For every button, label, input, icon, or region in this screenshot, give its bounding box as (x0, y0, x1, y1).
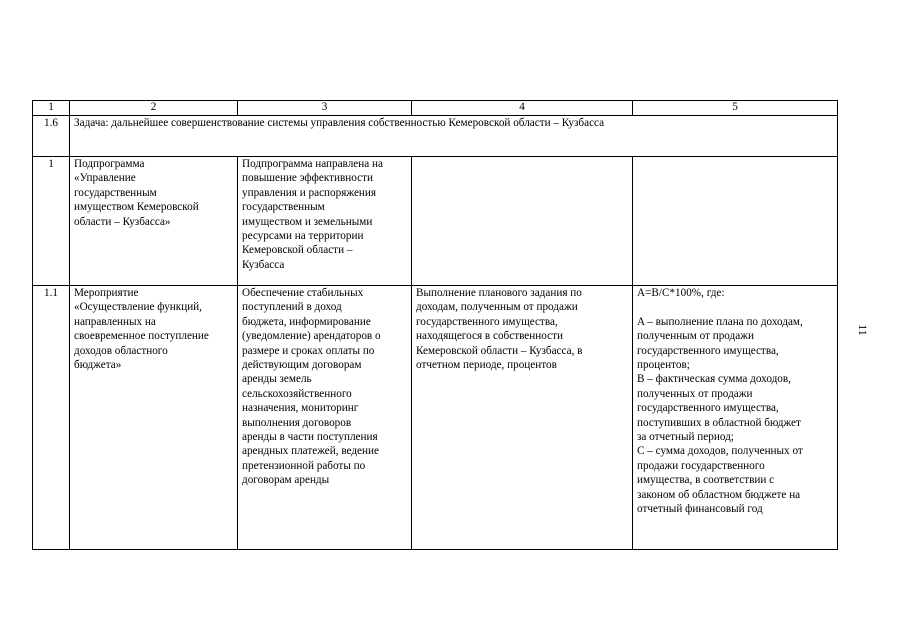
program-table (32, 100, 838, 550)
header-col-2: 2 (70, 101, 238, 116)
measure-name (70, 286, 238, 550)
measure-formula (633, 286, 838, 550)
program-name-text: Подпрограмма «Управление государственным имуществом Кемеровской области – Кузбасса» (74, 158, 199, 228)
measure-description-text: Обеспечение стабильных поступлений в доход бюджета, информирование (уведомление) арендаторов о размере и сроках оплаты по действующим договорам аренды земель сельскохозяйственного назначения, мониторинг выполнения договоров аренды в части поступления арендных платежей, ведение претензионной работы по договорам аренды (242, 287, 381, 487)
header-row (33, 101, 838, 116)
header-col-4: 4 (412, 101, 633, 116)
task-text: Задача: дальнейшее совершенствование системы управления собственностью Кемеровской области – Кузбасса (70, 116, 838, 157)
task-number: 1.6 (33, 116, 70, 157)
measure-row (33, 286, 838, 550)
header-col-5: 5 (633, 101, 838, 116)
program-indicator (412, 157, 633, 286)
header-col-3: 3 (238, 101, 412, 116)
measure-description (238, 286, 412, 550)
header-col-1: 1 (33, 101, 70, 116)
program-number: 1 (33, 157, 70, 286)
measure-indicator-text: Выполнение планового задания по доходам, полученным от продажи государственного имущества, находящегося в собственности Кемеровской области – Кузбасса, в отчетном периоде, процентов (416, 287, 583, 372)
program-description (238, 157, 412, 286)
measure-formula-text: A=B/C*100%, где: A – выполнение плана по доходам, полученным от продажи государственного имущества, процентов; B – фактическая сумма доходов, полученных от продажи государственного имущества, поступивших в областной бюджет за отчетный период; C – сумма доходов, полученных от продажи государственного имущества, в соответствии с законом об областном бюджете на отчетный финансовый год (637, 287, 803, 516)
measure-indicator (412, 286, 633, 550)
program-name (70, 157, 238, 286)
program-description-text: Подпрограмма направлена на повышение эффективности управления и распоряжения государственным имуществом и земельными ресурсами на территории Кемеровской области – Кузбасса (242, 158, 383, 271)
program-row (33, 157, 838, 286)
task-row (33, 116, 838, 157)
measure-name-text: Мероприятие «Осуществление функций, направленных на своевременное поступление доходов областного бюджета» (74, 287, 209, 372)
measure-number: 1.1 (33, 286, 70, 550)
page-number: 11 (855, 324, 870, 336)
program-formula (633, 157, 838, 286)
